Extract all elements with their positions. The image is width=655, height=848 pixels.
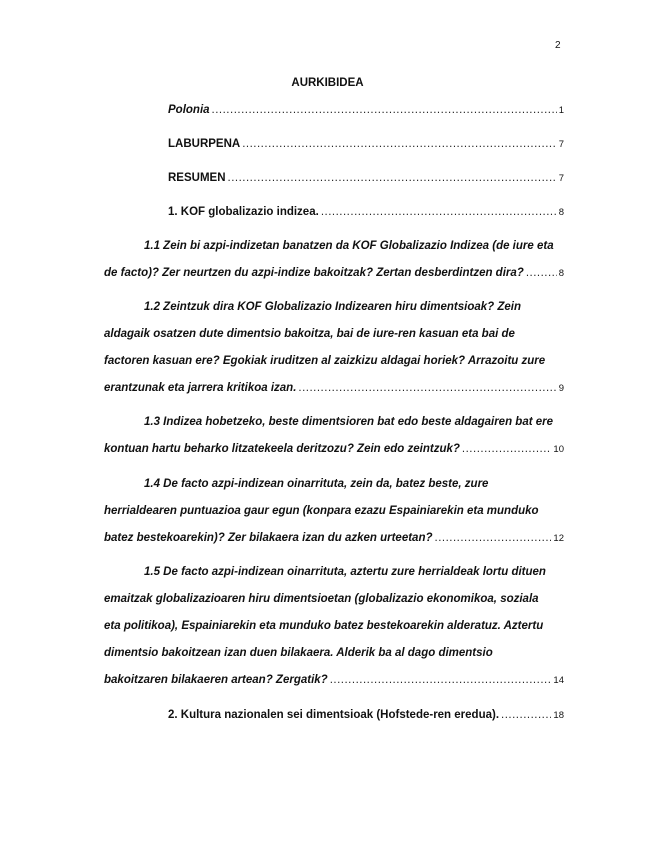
toc-entry-line: 1.4 De facto azpi-indizean oinarrituta, zein da, batez beste, zure — [144, 478, 489, 490]
toc-entry-line: de facto)? Zer neurtzen du azpi-indize bakoitzak? Zertan desberdintzen dira? — [104, 267, 524, 279]
toc-entry-line: emaitzak globalizazioaren hiru dimentsioetan (globalizazio ekonomikoa, soziala — [104, 593, 539, 605]
toc-entry-text: LABURPENA — [168, 138, 241, 150]
page-number: 2 — [555, 40, 561, 51]
toc-entry-line: batez bestekoarekin)? Zer bilakaera izan du azken urteetan? — [104, 532, 433, 544]
toc-page-number: 9 — [558, 383, 564, 394]
dot-leader — [321, 199, 557, 226]
toc-entry-line: 1.5 De facto azpi-indizean oinarrituta, aztertu zure herrialdeak lortu dituen — [144, 566, 546, 578]
toc-entry-resumen[interactable] — [168, 165, 564, 192]
toc-page-number: 14 — [553, 675, 564, 686]
toc-entry-line: dimentsio bakoitzean izan duen bilakaera. Alderik ba al dago dimentsio — [104, 647, 493, 659]
dot-leader — [526, 260, 557, 287]
toc-entry-1-3[interactable] — [104, 409, 564, 463]
toc-entry-1-1[interactable] — [104, 233, 564, 287]
toc-page-number: 8 — [558, 207, 564, 218]
dot-leader — [298, 375, 556, 402]
dot-leader — [435, 525, 552, 552]
toc-page-number: 1 — [558, 105, 564, 116]
toc-entry-kof-indizea[interactable] — [168, 199, 564, 226]
toc-page-number: 7 — [558, 173, 564, 184]
toc-page-number: 18 — [553, 710, 564, 721]
dot-leader — [228, 165, 557, 192]
toc-entry-text: 2. Kultura nazionalen sei dimentsioak (Hofstede-ren eredua). — [168, 709, 500, 721]
toc-entry-1-4[interactable] — [104, 471, 564, 552]
toc-entry-line: factoren kasuan ere? Egokiak iruditzen al zaizkizu aldagai horiek? Arrazoitu zure — [104, 355, 546, 367]
dot-leader — [501, 702, 551, 729]
toc-entry-line: bakoitzaren bilakaeren artean? Zergatik? — [104, 674, 328, 686]
dot-leader — [242, 131, 557, 158]
toc-entry-text: RESUMEN — [168, 172, 226, 184]
toc-entry-line: 1.1 Zein bi azpi-indizetan banatzen da KOF Globalizazio Indizea (de iure eta — [144, 240, 554, 252]
dot-leader — [330, 667, 552, 694]
toc-entry-line: aldagaik osatzen dute dimentsio bakoitza, bai de iure-ren kasuan eta bai de — [104, 328, 515, 340]
toc-entry-kultura-nazionalen[interactable] — [168, 702, 564, 729]
toc-entry-line: kontuan hartu beharko litzatekeela deritzozu? Zein edo zeintzuk? — [104, 443, 460, 455]
toc-entry-line: erantzunak eta jarrera kritikoa izan. — [104, 382, 297, 394]
toc-entry-1-2[interactable] — [104, 294, 564, 402]
toc-entry-text: Polonia — [168, 104, 210, 116]
toc-entry-line: 1.3 Indizea hobetzeko, beste dimentsioren bat edo beste aldagairen bat ere — [144, 416, 554, 428]
toc-page-number: 7 — [558, 139, 564, 150]
dot-leader — [212, 97, 557, 124]
toc-page-number: 12 — [553, 533, 564, 544]
toc-page-number: 8 — [558, 268, 564, 279]
toc-entry-line: 1.2 Zeintzuk dira KOF Globalizazio Indizearen hiru dimentsioak? Zein — [144, 301, 522, 313]
toc-entry-line: herrialdearen puntuazioa gaur egun (konpara ezazu Espainiarekin eta munduko — [104, 505, 539, 517]
toc-entry-1-5[interactable] — [104, 559, 564, 694]
dot-leader — [462, 436, 552, 463]
toc-page-number: 10 — [553, 444, 564, 455]
toc-title: AURKIBIDEA — [291, 77, 364, 89]
toc-entry-line: eta politikoa), Espainiarekin eta munduko batez bestekoarekin alderatuz. Aztertu — [104, 620, 544, 632]
toc-entry-polonia[interactable] — [168, 97, 564, 124]
toc-entry-laburpena[interactable] — [168, 131, 564, 158]
toc-entry-text: 1. KOF globalizazio indizea. — [168, 206, 319, 218]
